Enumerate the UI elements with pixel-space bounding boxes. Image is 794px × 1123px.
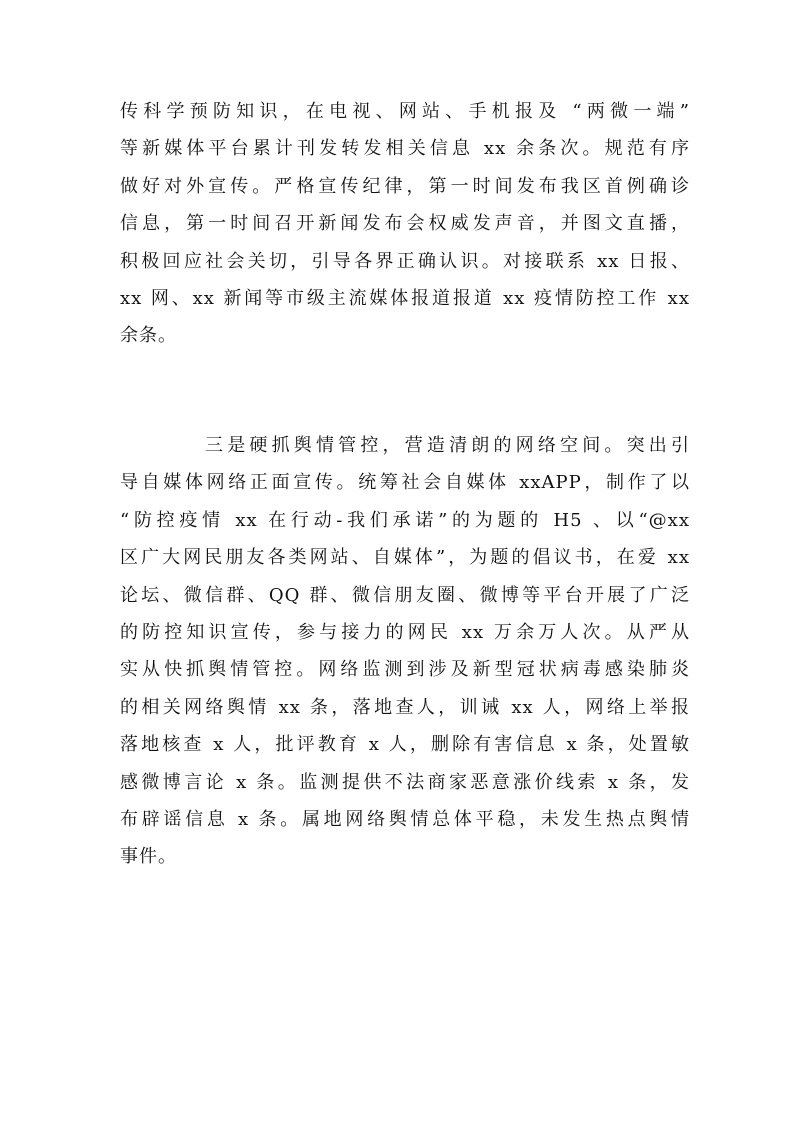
text-line: 感微博言论 x 条。监测提供不法商家恶意涨价线索 x 条，发 <box>120 771 690 793</box>
text-line: “防控疫情 xx 在行动-我们承诺”的为题的 H5 、以“@xx <box>120 509 690 531</box>
text-line: 的防控知识宣传，参与接力的网民 xx 万余万人次。从严从 <box>120 621 690 643</box>
text-line: 余条。 <box>120 325 177 347</box>
text-line: 三是硬抓舆情管控，营造清朗的网络空间。突出引 <box>205 435 690 456</box>
text-line: 的相关网络舆情 xx 条，落地查人，训诫 xx 人，网络上举报 <box>120 696 690 718</box>
text-line: 论坛、微信群、QQ 群、微信朋友圈、微博等平台开展了广泛 <box>120 584 690 606</box>
text-line: 导自媒体网络正面宣传。统筹社会自媒体 xxAPP，制作了以 <box>120 472 690 494</box>
text-line: 积极回应社会关切，引导各界正确认识。对接联系 xx 日报、 <box>120 250 690 272</box>
text-line: 做好对外宣传。严格宣传纪律，第一时间发布我区首例确诊 <box>120 175 690 197</box>
text-line: 等新媒体平台累计刊发转发相关信息 xx 余条次。规范有序 <box>120 138 690 160</box>
text-line: 信息，第一时间召开新闻发布会权威发声音，并图文直播， <box>120 213 690 235</box>
text-line: 落地核查 x 人，批评教育 x 人，删除有害信息 x 条，处置敏 <box>120 734 690 756</box>
text-line: xx 网、xx 新闻等市级主流媒体报道报道 xx 疫情防控工作 xx <box>120 287 690 309</box>
text-line: 实从快抓舆情管控。网络监测到涉及新型冠状病毒感染肺炎 <box>120 659 690 681</box>
paragraph-publicity <box>120 93 690 355</box>
text-line: 区广大网民朋友各类网站、自媒体”，为题的倡议书，在爱 xx <box>120 547 690 569</box>
text-line: 传科学预防知识，在电视、网站、手机报及 “两微一端” <box>120 101 690 122</box>
text-line: 布辟谣信息 x 条。属地网络舆情总体平稳，未发生热点舆情 <box>120 808 690 830</box>
text-line: 事件。 <box>120 846 177 868</box>
paragraph-public-opinion-control <box>120 427 690 876</box>
